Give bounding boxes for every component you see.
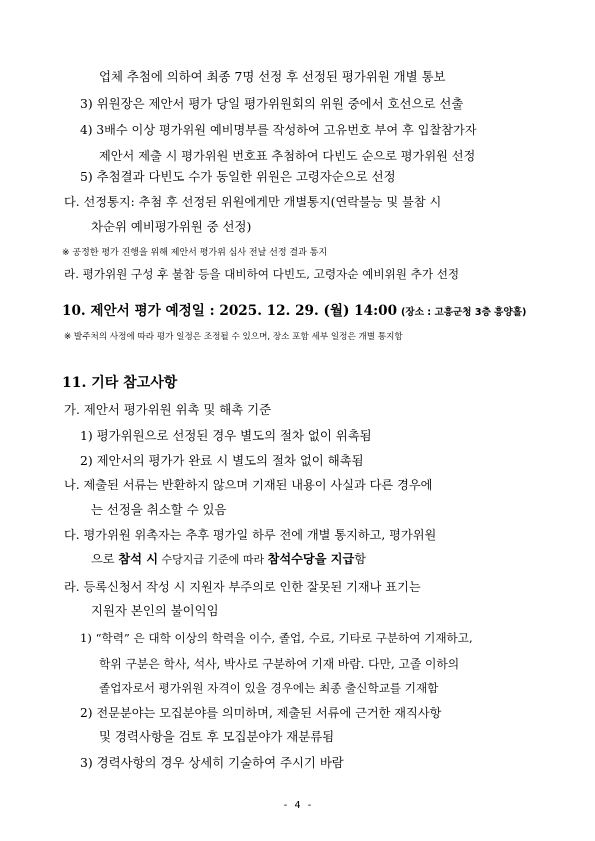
text-line: 업체 추첨에 의하여 최종 7명 선정 후 선정된 평가위원 개별 통보 (99, 69, 446, 84)
section-10-place: (장소 : 고흥군청 3층 흥양홀) (401, 307, 527, 318)
text-line: 라. 평가위원 구성 후 불참 등을 대비하여 다빈도, 고령자순 예비위원 추가 선정 (64, 267, 460, 281)
text-line: 졸업자로서 평가위원 자격이 있을 경우에는 최종 출신학교를 기재함 (99, 681, 439, 695)
section-10-heading (62, 303, 526, 321)
text-line: 지원자 본인의 불이익임 (91, 603, 219, 618)
text-line: 제안서 제출 시 평가위원 번호표 추첨하여 다빈도 순으로 평가위원 선정 (99, 149, 476, 163)
text-line: 3) 경력사항의 경우 상세히 기술하여 주시기 바람 (80, 755, 344, 770)
text-line: 다. 선정통지: 추첨 후 선정된 위원에게만 개별통지(연락불능 및 불참 시 (64, 195, 442, 209)
section-11-heading: 11. 기타 참고사항 (62, 375, 178, 391)
text-line: 3) 위원장은 제안서 평가 당일 평가위원회의 위원 중에서 호선으로 선출 (80, 96, 464, 111)
text-line (91, 551, 366, 568)
text-line: 4) 3배수 이상 평가위원 예비명부를 작성하여 고유번호 부여 후 입찰참가자 (80, 123, 477, 137)
text-line: 다. 평가위원 위촉자는 추후 평가일 하루 전에 개별 통지하고, 평가위원 (64, 528, 437, 542)
text-line: 차순위 예비평가위원 중 선정) (91, 219, 252, 234)
text-line: 및 경력사항을 검토 후 모집분야가 재분류됨 (99, 729, 335, 744)
emphasis-allowance: 참석수당을 지급 (267, 552, 355, 566)
text-line: 학위 구분은 학사, 석사, 박사로 구분하여 기재 바람. 다만, 고졸 이하의 (99, 657, 460, 671)
text-line: 2) 제안서의 평가가 완료 시 별도의 절차 없이 해촉됨 (80, 453, 364, 468)
text-line: 1) 평가위원으로 선정된 경우 별도의 절차 없이 위촉됨 (80, 428, 372, 443)
note-line: ※ 발주처의 사정에 따라 평가 일정은 조정될 수 있으며, 장소 포함 세부 일정은 개별 통지함 (64, 332, 403, 342)
text-line: 라. 등록신청서 작성 시 지원자 부주의로 인한 잘못된 기재나 표기는 (64, 580, 421, 594)
text-segment: 으로 (91, 552, 119, 566)
note-line: ※ 공정한 평가 진행을 위해 제안서 평가위 심사 전날 선정 결과 통지 (62, 248, 328, 258)
text-line: 나. 제출된 서류는 반환하지 않으며 기재된 내용이 사실과 다른 경우에 (64, 478, 433, 492)
text-line: 는 선정을 취소할 수 있음 (91, 502, 227, 517)
text-line: 1) “학력” 은 대학 이상의 학력을 이수, 졸업, 수료, 기타로 구분하여 기재하고, (80, 631, 473, 645)
section-10-title: 10. 제안서 평가 예정일 : 2025. 12. 29. (월) 14:00 (62, 303, 398, 319)
text-line: 2) 전문분야는 모집분야를 의미하며, 제출된 서류에 근거한 재직사항 (80, 706, 442, 720)
emphasis-attend: 참석 시 (118, 552, 158, 566)
page-number: - 4 - (282, 800, 313, 811)
text-segment: 수당지급 기준에 따라 (157, 553, 268, 566)
text-segment: 함 (354, 552, 367, 566)
text-line: 가. 제안서 평가위원 위촉 및 해촉 기준 (64, 402, 272, 417)
text-line: 5) 추첨결과 다빈도 수가 동일한 위원은 고령자순으로 선정 (80, 169, 396, 184)
